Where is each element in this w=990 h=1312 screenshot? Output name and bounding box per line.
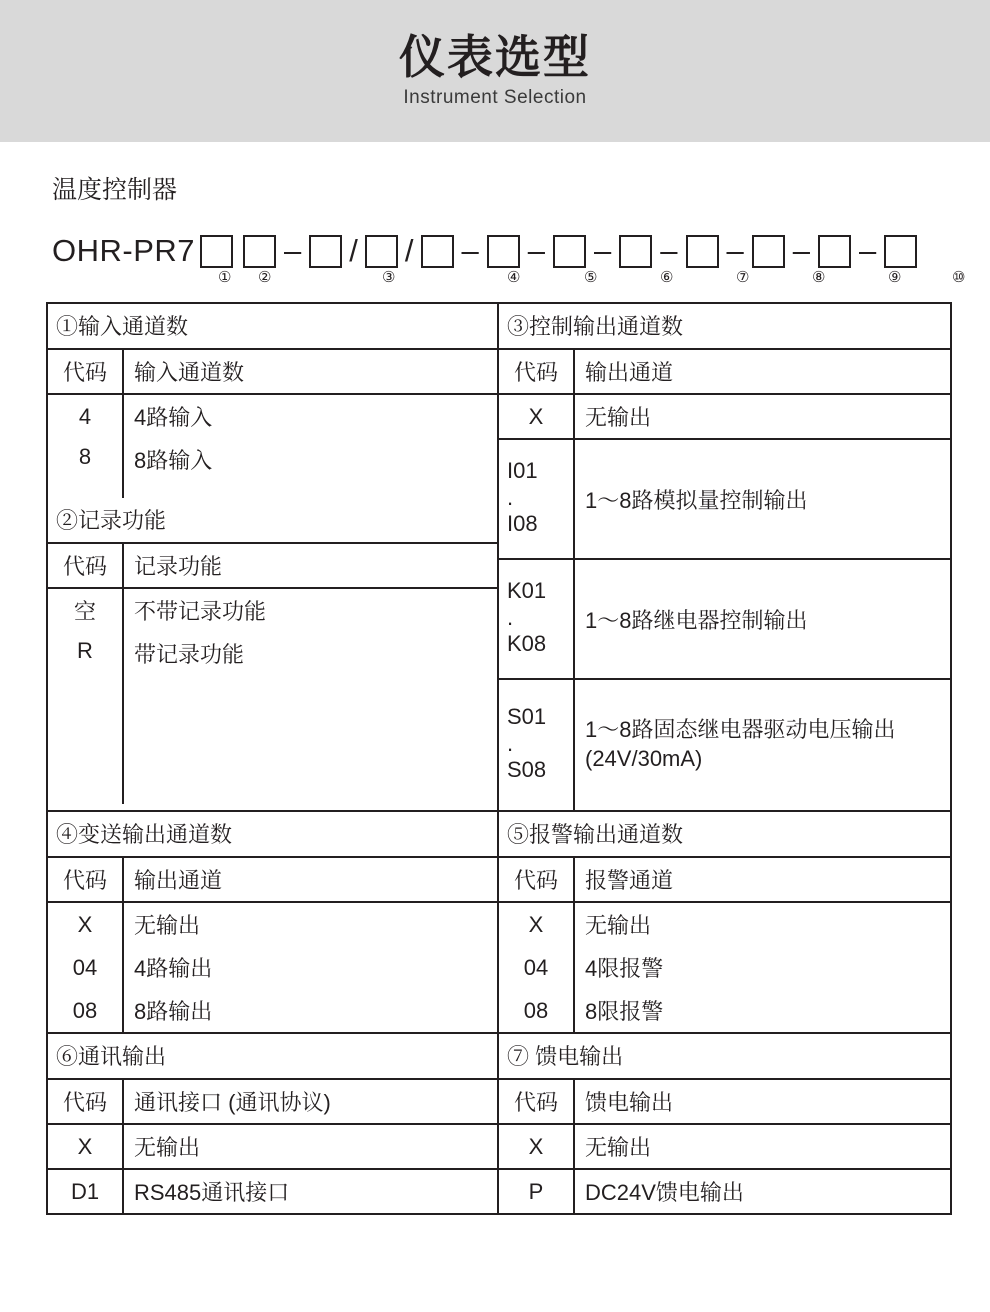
- spec-col-left-1: [48, 304, 499, 810]
- table-row: [48, 438, 497, 498]
- row-desc: 无输出: [585, 405, 652, 430]
- model-slot-10: [884, 235, 917, 268]
- row-desc: 8路输出: [134, 999, 213, 1024]
- header-code: 代码: [48, 350, 124, 393]
- model-dash-2: –: [461, 233, 479, 268]
- row-desc: 4路输入: [134, 405, 213, 430]
- row-desc: 8路输入: [134, 448, 213, 473]
- table-row: [48, 989, 497, 1032]
- row-desc: 无输出: [134, 913, 201, 938]
- row-desc: 无输出: [134, 1135, 201, 1160]
- table-header-row: [48, 1080, 497, 1125]
- model-slot-1: [200, 235, 233, 268]
- code-line: I01: [507, 457, 538, 483]
- row-desc-lines: [575, 680, 950, 810]
- header-desc: 记录功能: [134, 554, 223, 579]
- model-mark-5: ⑤: [584, 269, 598, 286]
- header-desc: 馈电输出: [585, 1090, 674, 1115]
- table-row: [48, 395, 497, 438]
- model-mark-6: ⑥: [660, 269, 674, 286]
- model-slot-5: [553, 235, 586, 268]
- table-row: [48, 1125, 497, 1170]
- model-mark-7: ⑦: [736, 269, 750, 286]
- row-code: 4: [48, 395, 124, 438]
- model-dash-1: –: [284, 233, 302, 268]
- header-code: 代码: [48, 544, 124, 587]
- model-dash-6: –: [726, 233, 744, 268]
- header-code: 代码: [499, 858, 575, 901]
- block-comm-output: [48, 1034, 497, 1213]
- banner-title: 仪表选型: [399, 30, 591, 83]
- header-desc: 输入通道数: [134, 360, 245, 385]
- table-row: [499, 946, 950, 989]
- row-code: X: [48, 903, 124, 946]
- header-code: 代码: [499, 350, 575, 393]
- header-code: 代码: [48, 1080, 124, 1123]
- model-prefix: OHR-PR7: [52, 233, 196, 268]
- block-title-control-output: ③控制输出通道数: [499, 304, 950, 350]
- model-dash-8: –: [859, 233, 877, 268]
- row-desc: 无输出: [585, 1135, 652, 1160]
- spec-col-left-3: [48, 1034, 499, 1213]
- model-dash-5: –: [660, 233, 678, 268]
- block-record-function: [48, 498, 497, 804]
- block-title-comm-output: ⑥通讯输出: [48, 1034, 497, 1080]
- header-code: 代码: [499, 1080, 575, 1123]
- spec-table-group-1: [46, 302, 952, 812]
- code-line: K01: [507, 577, 547, 603]
- code-line: S08: [507, 757, 547, 783]
- spec-col-right-3: [499, 1034, 950, 1213]
- row-code: 08: [48, 989, 124, 1032]
- block-title-power-output: ⑦ 馈电输出: [499, 1034, 950, 1080]
- model-slot-7: [686, 235, 719, 268]
- table-row: [499, 560, 950, 680]
- model-dash-7: –: [792, 233, 811, 268]
- row-code: X: [499, 903, 575, 946]
- table-row: [499, 1170, 950, 1213]
- model-dash-3: –: [527, 233, 546, 268]
- code-line: I08: [507, 511, 538, 537]
- table-header-row: [499, 350, 950, 395]
- spec-col-right-2: [499, 812, 950, 1032]
- model-slash-2: /: [404, 233, 414, 268]
- spec-table-group-2: [46, 810, 952, 1034]
- table-row: [499, 1125, 950, 1170]
- row-code-lines: [499, 560, 575, 678]
- row-desc: 4限报警: [585, 956, 664, 981]
- table-header-row: [48, 544, 497, 589]
- row-desc: 不带记录功能: [134, 599, 267, 624]
- model-dash-4: –: [594, 233, 612, 268]
- page-title: 温度控制器: [52, 176, 178, 204]
- table-header-row: [499, 1080, 950, 1125]
- table-row: [48, 903, 497, 946]
- block-title-record-function: ②记录功能: [48, 498, 497, 544]
- model-mark-1: ①: [218, 269, 232, 286]
- table-row: [499, 440, 950, 560]
- row-code: X: [48, 1125, 124, 1168]
- code-line: .: [507, 484, 514, 510]
- header-desc: 输出通道: [134, 868, 223, 893]
- model-slot-2: [243, 235, 276, 268]
- code-line: .: [507, 730, 514, 756]
- model-slot-4: [487, 235, 520, 268]
- row-desc: DC24V馈电输出: [585, 1180, 744, 1205]
- model-mark-3: ③: [382, 269, 396, 286]
- block-alarm-output: [499, 812, 950, 1032]
- row-code: 08: [499, 989, 575, 1032]
- model-slot-6: [619, 235, 652, 268]
- model-mark-2: ②: [258, 269, 272, 286]
- model-mark-9: ⑨: [888, 269, 902, 286]
- row-code: X: [499, 395, 575, 438]
- model-marks: [52, 268, 966, 294]
- model-slot-3b: [365, 235, 398, 268]
- desc-line: (24V/30mA): [585, 746, 703, 771]
- row-desc: RS485通讯接口: [134, 1180, 290, 1205]
- block-title-alarm-output: ⑤报警输出通道数: [499, 812, 950, 858]
- header-desc: 输出通道: [585, 360, 674, 385]
- table-header-row: [48, 350, 497, 395]
- model-mark-8: ⑧: [812, 269, 826, 286]
- block-control-output: [499, 304, 950, 810]
- row-desc: 8限报警: [585, 999, 664, 1024]
- model-slash-1: /: [349, 233, 358, 268]
- model-slot-3c: [421, 235, 454, 268]
- table-row: [48, 946, 497, 989]
- content-area: [0, 142, 990, 1215]
- code-line: .: [507, 604, 514, 630]
- row-desc: 带记录功能: [134, 642, 245, 667]
- model-code-row: [52, 222, 948, 268]
- table-row: [48, 632, 497, 804]
- row-desc: 4路输出: [134, 956, 213, 981]
- row-code: P: [499, 1170, 575, 1213]
- page-banner: [0, 0, 990, 142]
- row-code-lines: [499, 680, 575, 810]
- row-desc: 1～8路继电器控制输出: [585, 607, 808, 633]
- model-mark-4: ④: [507, 269, 521, 286]
- model-slot-3a: [309, 235, 342, 268]
- block-transmit-output: [48, 812, 497, 1032]
- row-desc: 1～8路模拟量控制输出: [585, 487, 808, 513]
- banner-subtitle: Instrument Selection: [403, 87, 587, 109]
- row-desc: 无输出: [585, 913, 652, 938]
- model-mark-10: ⑩: [952, 269, 966, 286]
- row-code: 8: [48, 438, 124, 498]
- row-code: 空: [48, 589, 124, 632]
- spec-col-right-1: [499, 304, 950, 810]
- table-row: [499, 903, 950, 946]
- header-desc: 通讯接口 (通讯协议): [134, 1090, 331, 1115]
- block-power-output: [499, 1034, 950, 1213]
- row-code-lines: [499, 440, 575, 558]
- table-header-row: [499, 858, 950, 903]
- row-code: D1: [48, 1170, 124, 1213]
- spec-table-group-3: [46, 1032, 952, 1215]
- model-slot-8: [752, 235, 785, 268]
- table-row: [499, 395, 950, 440]
- table-row: [499, 989, 950, 1032]
- table-row: [48, 1170, 497, 1213]
- table-row: [48, 589, 497, 632]
- row-code: R: [48, 632, 124, 804]
- block-title-input-channels: ①输入通道数: [48, 304, 497, 350]
- row-code: 04: [499, 946, 575, 989]
- row-code: X: [499, 1125, 575, 1168]
- spec-col-left-2: [48, 812, 499, 1032]
- header-desc: 报警通道: [585, 868, 674, 893]
- table-row: [499, 680, 950, 810]
- block-input-channels: [48, 304, 497, 498]
- header-code: 代码: [48, 858, 124, 901]
- desc-line: 1～8路固态继电器驱动电压输出: [585, 717, 896, 743]
- row-code: 04: [48, 946, 124, 989]
- block-title-transmit-output: ④变送输出通道数: [48, 812, 497, 858]
- code-line: S01: [507, 703, 547, 729]
- table-header-row: [48, 858, 497, 903]
- code-line: K08: [507, 631, 547, 657]
- model-slot-9: [818, 235, 851, 268]
